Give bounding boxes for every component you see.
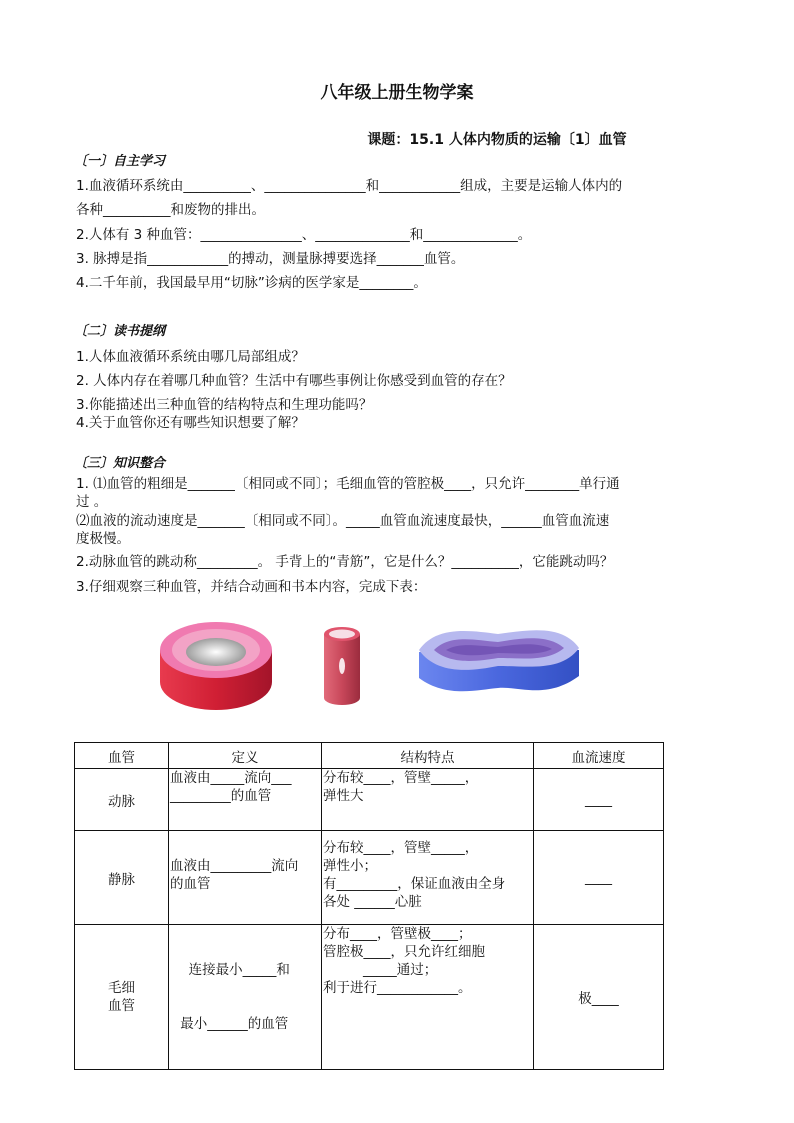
integration-line-4: 度极慢。 <box>76 531 130 547</box>
vessel-name-cell: 毛细 血管 <box>75 925 169 1070</box>
table-row <box>75 925 664 1070</box>
vessel-name-cell: 动脉 <box>75 769 169 831</box>
table-row <box>75 769 664 831</box>
structure-cell: 分布____，管壁极____； 管腔极____，只允许红细胞 _____通过； 利于进行____________。 <box>322 925 534 1070</box>
integration-line-5: 2.动脉血管的跳动称_________。 手背上的“青筋”，它是什么？__________，它能跳动吗？ <box>76 554 614 570</box>
lesson-subtitle: 课题：15.1 人体内物质的运输〔1〕血管 <box>367 132 627 148</box>
table-header: 结构特点 <box>322 743 534 769</box>
definition-cell: 连接最小_____和 最小______的血管 <box>169 925 322 1070</box>
self-study-line-5: 4.二千年前，我国最早用“切脉”诊病的医学家是________。 <box>76 275 427 291</box>
self-study-line-3: 2.人体有 3 种血管：_______________、______________和______________。 <box>76 227 532 243</box>
speed-cell: ____ <box>534 831 664 925</box>
outline-line-3: 3.你能描述出三种血管的结构特点和生理功能吗？ <box>76 397 373 413</box>
vein-illustration <box>416 620 582 700</box>
integration-line-2: 过 。 <box>76 494 108 510</box>
artery-illustration <box>156 610 276 710</box>
speed-cell: 极____ <box>534 925 664 1070</box>
table-header: 血流速度 <box>534 743 664 769</box>
section-heading-self-study: 〔一〕自主学习 <box>74 154 166 169</box>
vessel-name-cell: 静脉 <box>75 831 169 925</box>
definition-cell: 血液由_________流向 的血管 <box>169 831 322 925</box>
speed-cell: ____ <box>534 769 664 831</box>
self-study-line-1: 1.血液循环系统由__________、_______________和____________组成，主要是运输人体内的 <box>76 178 623 194</box>
self-study-line-4: 3. 脉搏是指____________的搏动，测量脉搏要选择_______血管。 <box>76 251 465 267</box>
table-row <box>75 831 664 925</box>
blood-vessel-table <box>74 742 664 1070</box>
integration-line-1: 1. ⑴血管的粗细是_______〔相同或不同〕；毛细血管的管腔极____，只允许________单行通 <box>76 476 620 492</box>
integration-line-3: ⑵血液的流动速度是_______〔相同或不同〕。_____血管血流速度最快，______血管血流速 <box>76 513 610 529</box>
integration-line-6: 3.仔细观察三种血管，并结合动画和书本内容，完成下表： <box>76 579 427 595</box>
table-header-row <box>75 743 664 769</box>
outline-line-1: 1.人体血液循环系统由哪几局部组成？ <box>76 349 305 365</box>
section-heading-knowledge-integration: 〔三〕知识整合 <box>74 456 166 471</box>
structure-cell: 分布较____，管壁_____， 弹性大 <box>322 769 534 831</box>
outline-line-2: 2. 人体内存在着哪几种血管？生活中有哪些事例让你感受到血管的存在？ <box>76 373 512 389</box>
page-title: 八年级上册生物学案 <box>320 83 474 103</box>
table-header: 血管 <box>75 743 169 769</box>
table-header: 定义 <box>169 743 322 769</box>
outline-line-4: 4.关于血管你还有哪些知识想要了解？ <box>76 415 305 431</box>
capillary-illustration <box>320 626 364 708</box>
structure-cell: 分布较____，管壁_____， 弹性小； 有_________，保证血液由全身 各处 ______心脏 <box>322 831 534 925</box>
self-study-line-2: 各种__________和废物的排出。 <box>76 202 265 218</box>
section-heading-reading-outline: 〔二〕读书提纲 <box>74 324 166 339</box>
definition-cell: 血液由_____流向___ _________的血管 <box>169 769 322 831</box>
